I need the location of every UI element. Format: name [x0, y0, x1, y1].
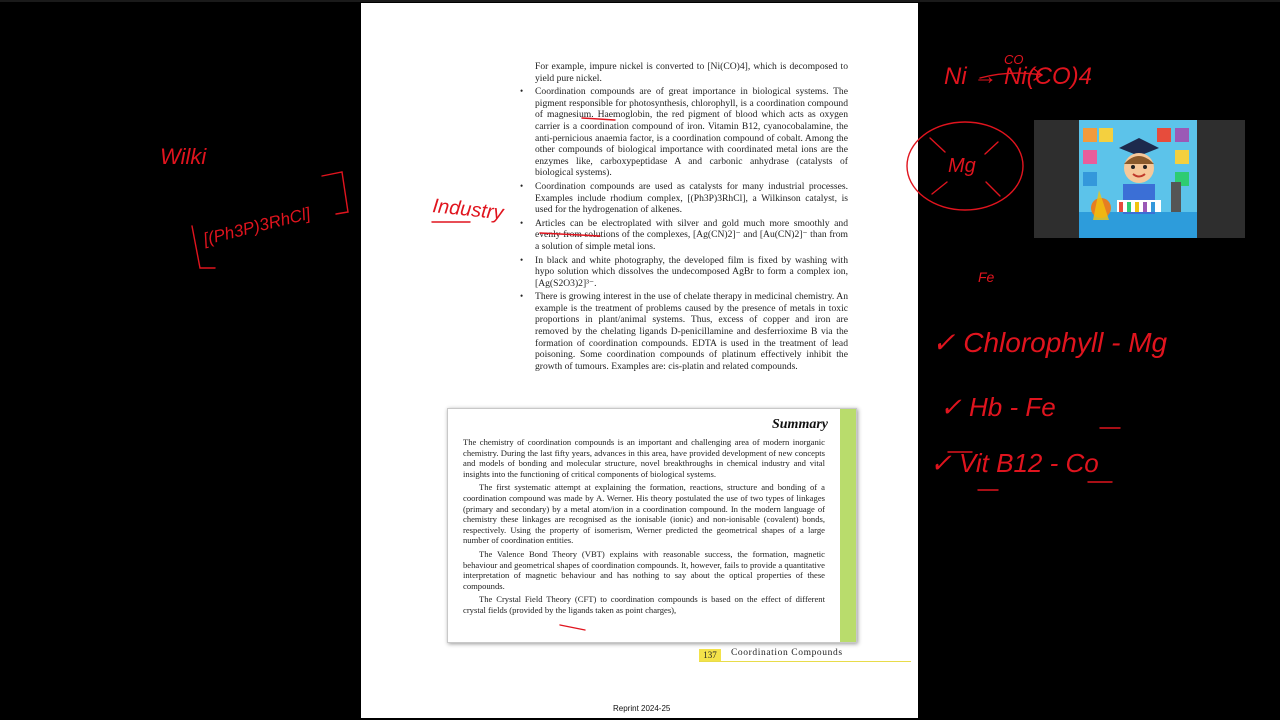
summary-paragraph: The Crystal Field Theory (CFT) to coordination compounds is based on the effect of different crystal fields (provided by the ligands taken as point charges),: [463, 594, 825, 615]
vitb12-annotation: ✓ Vit B12 - Co: [930, 448, 1099, 478]
chlorophyll-annotation: ✓ Chlorophyll - Mg: [932, 327, 1168, 358]
bullet-dot: •: [520, 217, 524, 228]
bullet-text: In black and white photography, the developed film is fixed by washing with hypo solution which dissolves the undecomposed AgBr to form a complex ion, [Ag(S2O3)2]³⁻.: [535, 254, 848, 289]
bullet-dot: •: [520, 86, 524, 97]
wilki-annotation: Wilki: [160, 144, 207, 169]
industry-annotation: Industry: [431, 195, 505, 225]
bullet-text: There is growing interest in the use of chelate therapy in medicinal chemistry. An example is the treatment of problems caused by the presence of metals in toxic proportions in plant/animal systems. Thus, excess of copper and iron are removed by the chelating ligands D-penicillamine and desferrioxime B via the formation of coordination compounds. EDTA is used in the treatment of lead poisoning. Some coordination compounds of platinum effectively inhibit the growth of tumours. Examples are: cis-platin and related compounds.: [535, 291, 848, 372]
summary-title: Summary: [771, 417, 828, 432]
page-ink-underline: [540, 233, 600, 236]
bullet-text: Coordination compounds are used as catalysts for many industrial processes. Examples include rhodium complex, [(Ph3P)3RhCl], a Wilkinson catalyst, is used for the hydrogenation of alkenes.: [535, 180, 848, 216]
bullet-dot: •: [520, 254, 524, 265]
summary-paragraph: The Valence Bond Theory (VBT) explains with reasonable success, the formation, magnetic behaviour and geometrical shapes of coordination compounds. It, however, fails to provide a quantitative interpretation of magnetic behaviour and has nothing to say about the optical properties of these compounds.: [463, 548, 825, 591]
bullet-dot: •: [520, 180, 524, 191]
summary-paragraph: The chemistry of coordination compounds is an important and challenging area of modern inorganic chemistry. During the last fifty years, advances in this area, have provided development of new concepts and models of bonding and molecular structure, novel breakthroughs in chemical industry and vital insights into the functioning of critical components of biological systems.: [463, 437, 825, 479]
formula-annotation: [(Ph3P)3RhCl]: [201, 203, 313, 249]
formula-bracket-right: [322, 172, 348, 214]
bullet-text: Articles can be electroplated with silver and gold much more smoothly and evenly from solutions of the complexes, [Ag(CN)2]⁻ and [Au(CN)2]⁻ than from a solution of simple metal ions.: [535, 217, 848, 252]
page-number: 137: [699, 649, 721, 661]
bullet-dot: •: [520, 291, 524, 302]
fe-annotation: Fe: [978, 269, 995, 285]
mg-annotation: Mg: [948, 155, 976, 177]
ni-equation-annotation: Ni → Ni(CO)4: [944, 63, 1092, 90]
hb-annotation: ✓ Hb - Fe: [940, 392, 1056, 422]
chapter-name: Coordination Compounds: [731, 648, 843, 658]
paragraph-nickel: For example, impure nickel is converted to [Ni(CO)4], which is decomposed to yield pure nickel.: [535, 61, 848, 84]
co-annotation: CO: [1004, 52, 1024, 67]
summary-paragraph: The first systematic attempt at explaining the formation, reactions, structure and bonding of a coordination compound was made by A. Werner. His theory postulated the use of two types of linkages (primary and secondary) by a metal atom/ion in a coordination compound. In the modern language of chemistry these linkages are recognised as the ionisable (ionic) and non-ionisable (covalent) bonds, respectively. Using the property of isomerism, Werner predicted the geometrical shapes of a large number of coordination entities.: [463, 482, 825, 546]
page-ink-underline: [560, 625, 585, 630]
page-ink-underline: [582, 118, 615, 120]
reprint-label: Reprint 2024-25: [613, 704, 671, 713]
bullet-text: Coordination compounds are of great importance in biological systems. The pigment responsible for photosynthesis, chlorophyll, is a coordination compound of magnesium. Haemoglobin, the red pigment of blood which acts as oxygen carrier is a coordination compound of iron. Vitamin B12, cyanocobalamine, the anti-pernicious anaemia factor, is a coordination compound of cobalt. Among the other compounds of biological importance with coordinated metal ions are the enzymes like, carboxypeptidase A and carbonic anhydrase (catalysts of biological systems).: [535, 86, 848, 179]
